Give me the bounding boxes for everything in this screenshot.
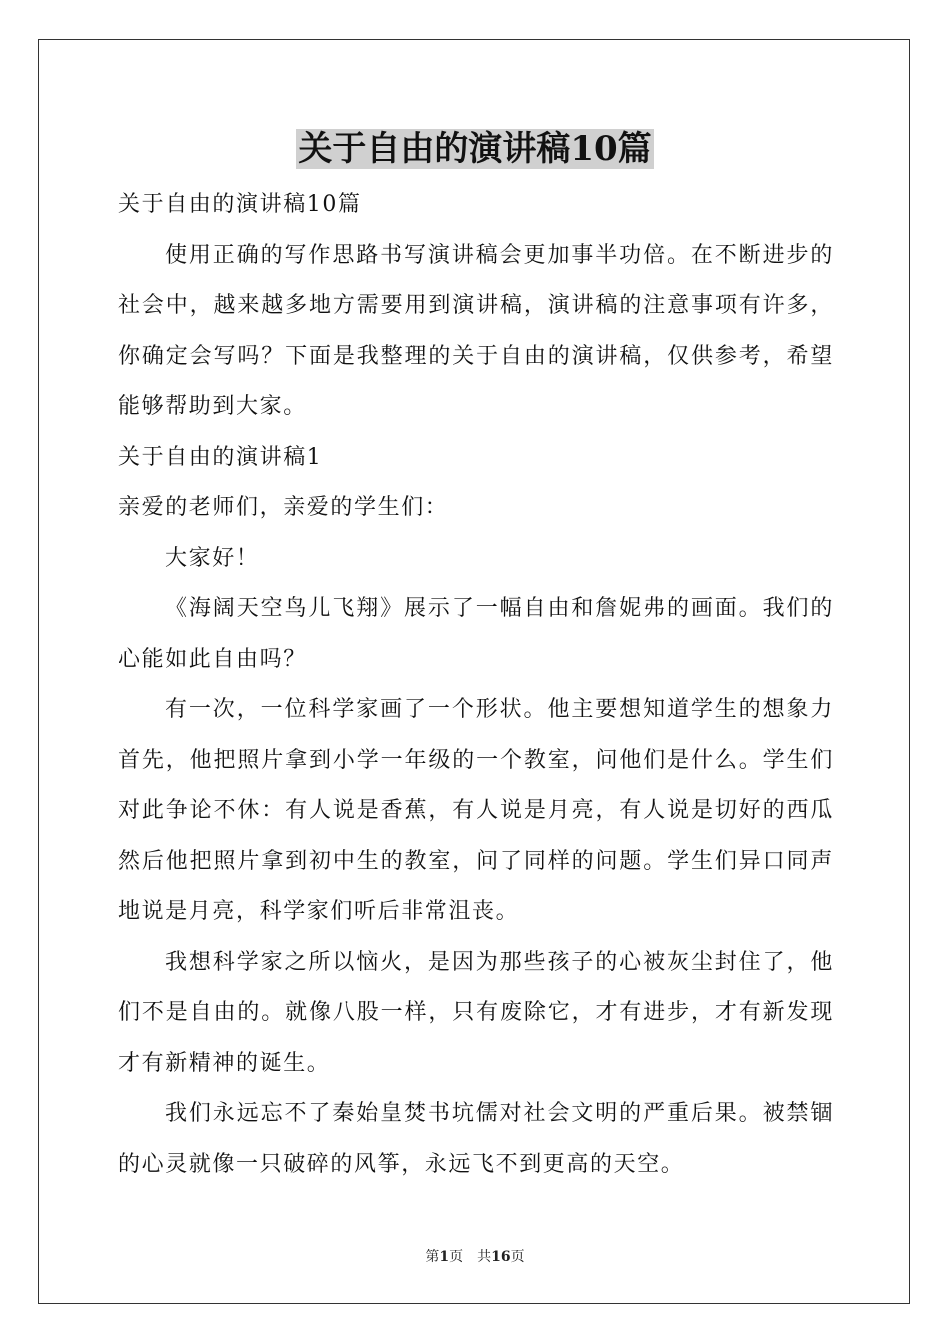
page-suffix: 页	[449, 1249, 464, 1265]
document-title-text: 关于自由的演讲稿10篇	[298, 129, 652, 169]
page-footer	[0, 1247, 950, 1267]
paragraph-subtitle: 关于自由的演讲稿10篇	[118, 192, 362, 217]
paragraph-body: 我想科学家之所以恼火，是因为那些孩子的心被灰尘封住了，他们不是自由的。就像八股一样，只有废除它，才有进步，才有新发现才有新精神的诞生。	[118, 949, 834, 1076]
total-pages: 16	[491, 1249, 511, 1265]
paragraph-body: 我们永远忘不了秦始皇焚书坑儒对社会文明的严重后果。被禁锢的心灵就像一只破碎的风筝，永远飞不到更高的天空。	[118, 1101, 834, 1177]
paragraph-body: 《海阔天空鸟儿飞翔》展示了一幅自由和詹妮弗的画面。我们的心能如此自由吗？	[118, 596, 834, 672]
page-number: 1	[439, 1249, 450, 1265]
document-title	[0, 126, 950, 172]
paragraph-intro: 使用正确的写作思路书写演讲稿会更加事半功倍。在不断进步的社会中，越来越多地方需要用到演讲稿，演讲稿的注意事项有许多，你确定会写吗？下面是我整理的关于自由的演讲稿，仅供参考，希望能够帮助到大家。	[118, 242, 834, 419]
paragraph-salutation: 亲爱的老师们，亲爱的学生们：	[118, 495, 449, 520]
total-prefix: 共	[477, 1249, 492, 1265]
document-body	[118, 180, 834, 1190]
total-suffix: 页	[510, 1249, 525, 1265]
page-prefix: 第	[425, 1249, 440, 1265]
paragraph-body: 有一次，一位科学家画了一个形状。他主要想知道学生的想象力首先，他把照片拿到小学一年级的一个教室，问他们是什么。学生们对此争论不休：有人说是香蕉，有人说是月亮，有人说是切好的西瓜然后他把照片拿到初中生的教室，问了同样的问题。学生们异口同声地说是月亮，科学家们听后非常沮丧。	[118, 697, 834, 924]
paragraph-section-heading: 关于自由的演讲稿1	[118, 444, 323, 470]
paragraph-greeting: 大家好！	[165, 545, 260, 571]
